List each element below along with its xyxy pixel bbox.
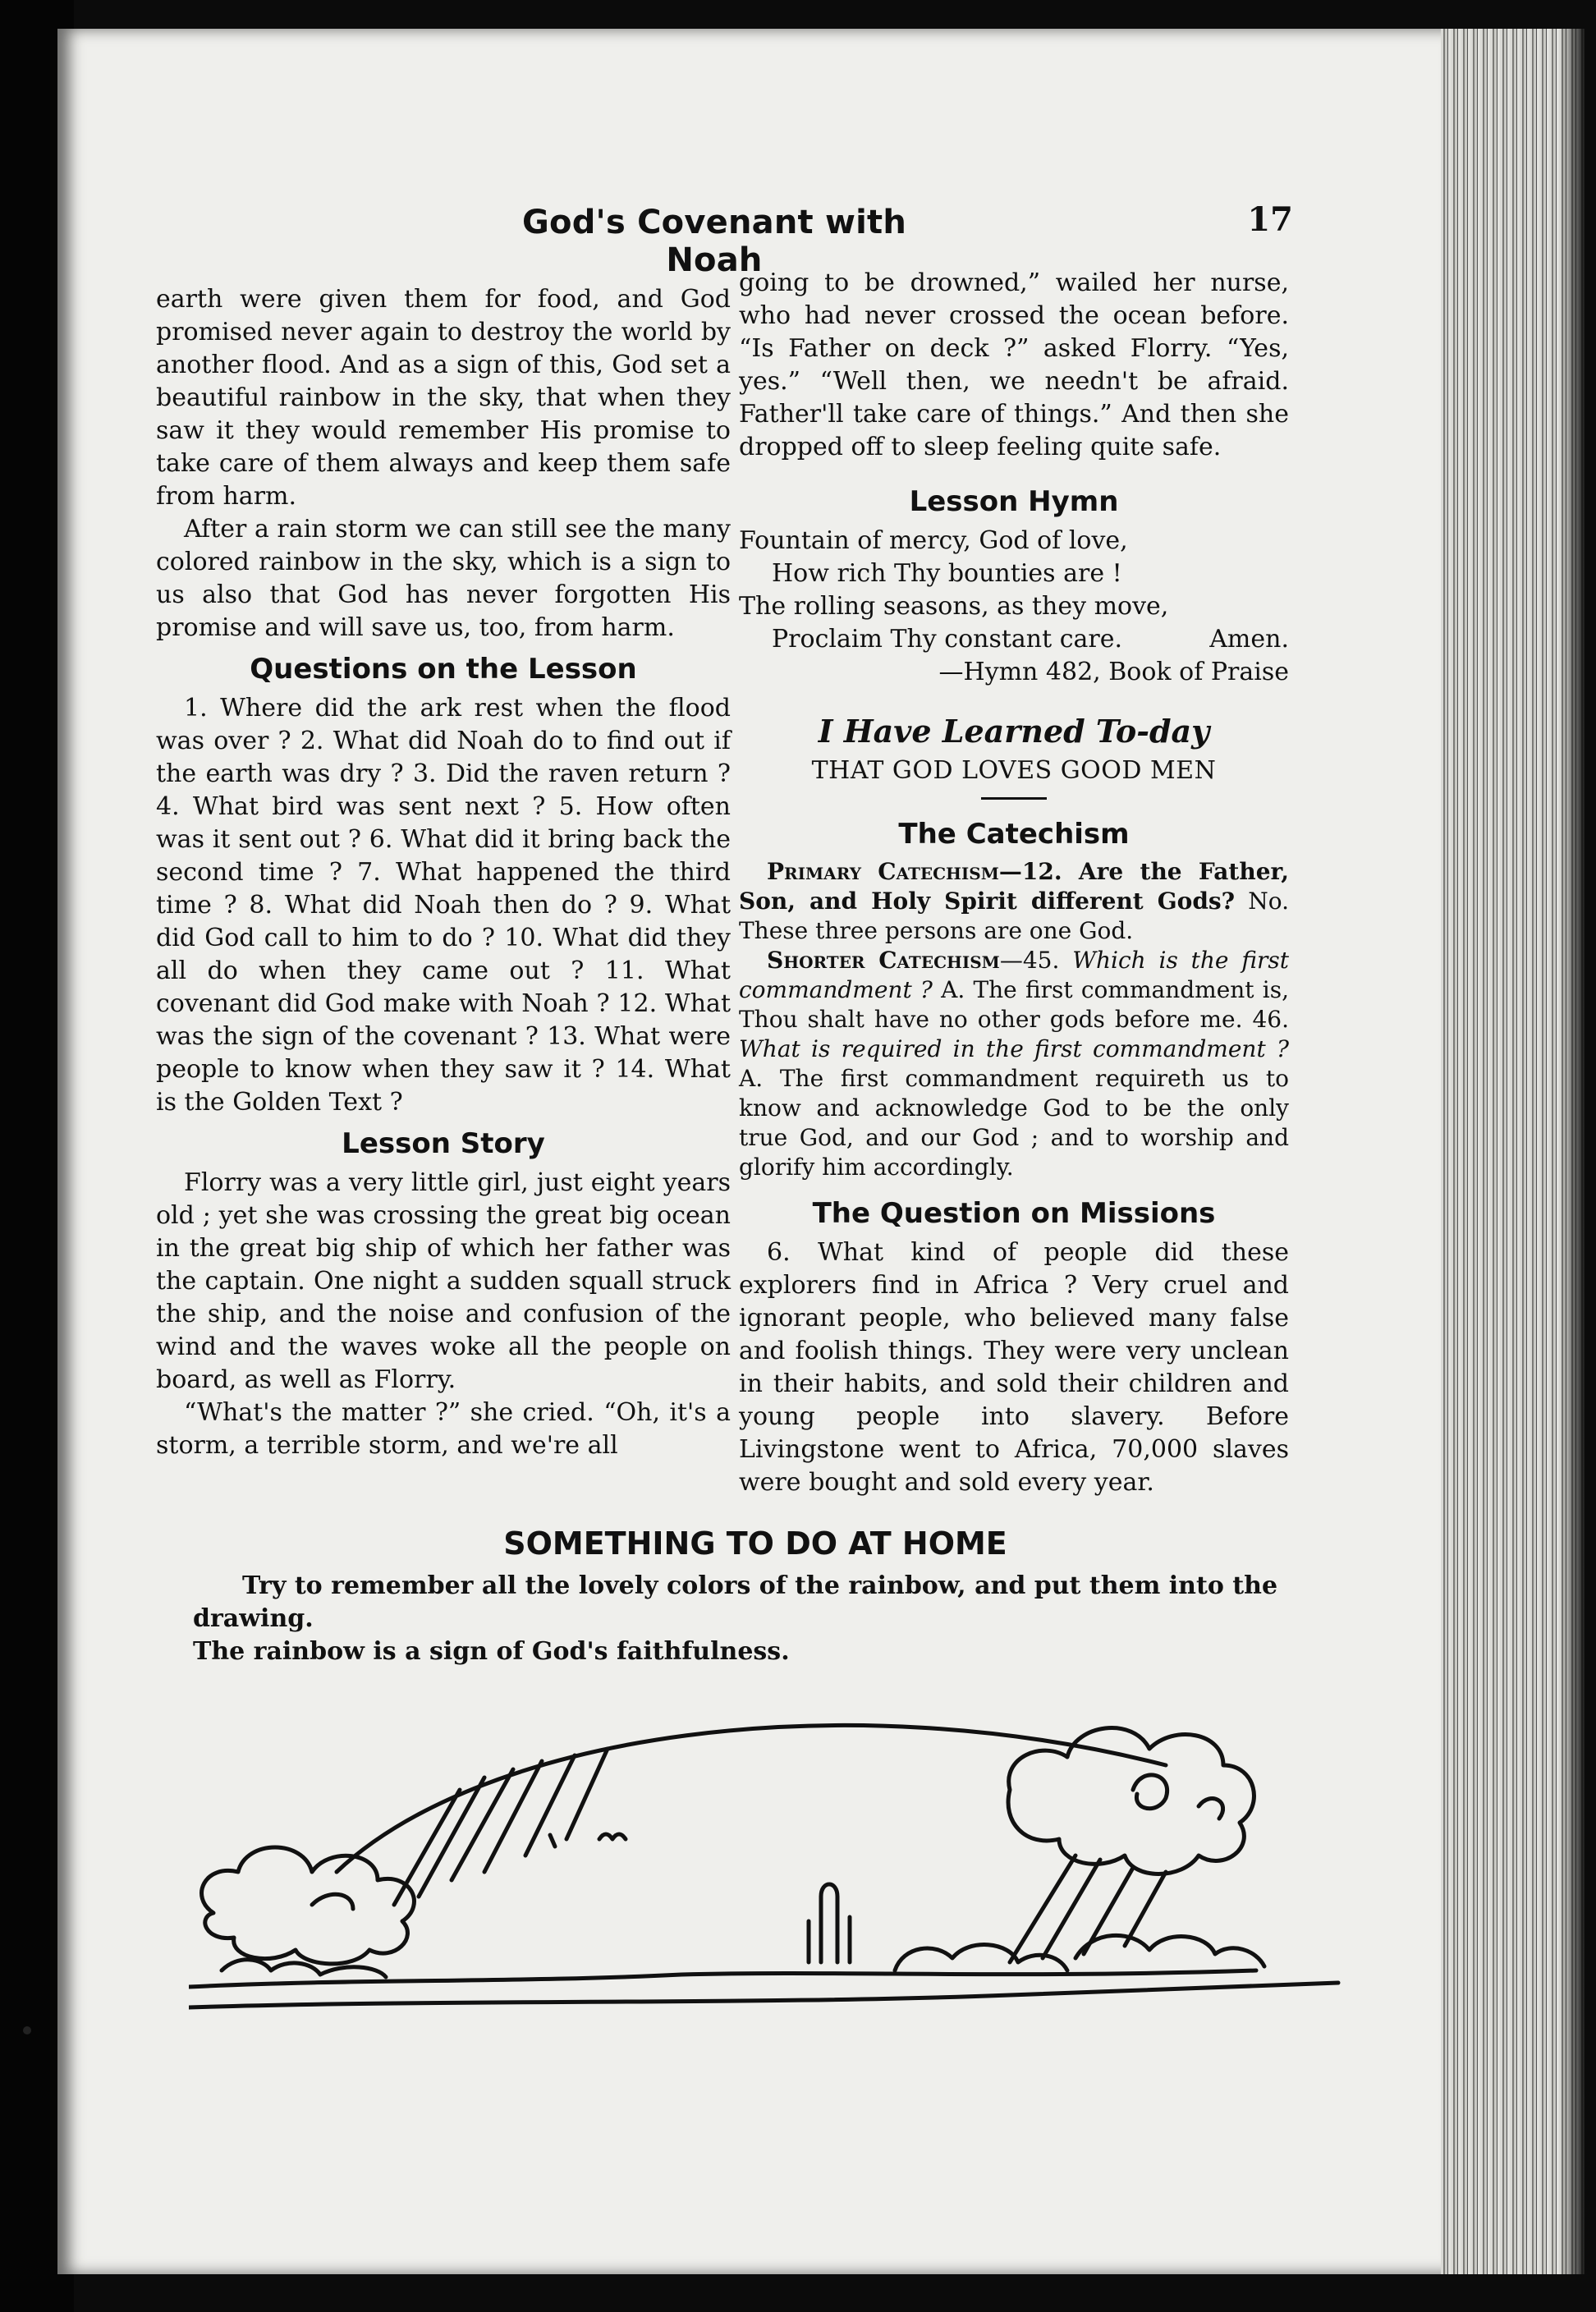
page-number: 17 (1247, 200, 1293, 239)
questions-text: 1. Where did the ark rest when the flood was over ? 2. What did Noah do to find out if the earth was dry ? 3. Did the raven return ? 4. What bird was sent next ? 5. How often was it sent out ? 6. What did it bring back the second time ? 7. What happened the third time ? 8. What did Noah then do ? 9. What did God call to him to do ? 10. What did they all do when they came out ? 11. What covenant did God make with Noah ? 12. What was the sign of the covenant ? 13. What were people to know when they saw it ? 14. What is the Golden Text ? (156, 694, 731, 1117)
hymn-heading: Lesson Hymn (909, 485, 1119, 518)
missions-heading: The Question on Missions (812, 1197, 1216, 1230)
ground-line-top (189, 1970, 1256, 1987)
cloud-right-swirl-2 (1199, 1799, 1223, 1819)
primary-catechism-question: —12. Are the Father, Son, and Holy Spirit different Gods? (739, 858, 1289, 915)
left-paragraph-1: earth were given them for food, and God promised never again to destroy the world by another flood. And as a sign of this, God set a beautiful rainbow in the sky, that when they saw it they would remember His promise to take care of them always and keep them safe from harm. (156, 285, 731, 511)
hymn-line-4: Proclaim Thy constant care. (772, 625, 1123, 654)
cloud-left (202, 1847, 415, 1964)
hymn-line-4-row (739, 623, 1289, 656)
hymn-line-3: The rolling seasons, as they move, (739, 592, 1169, 621)
section-divider (981, 797, 1047, 800)
story-paragraph-2: “What's the matter ?” she cried. “Oh, it's a storm, a terrible storm, and we're all (156, 1398, 731, 1460)
shorter-question-46: What is required in the first commandment ? (739, 1035, 1289, 1062)
plant (809, 1884, 850, 1962)
shorter-answer-45: A. The first commandment is, Thou shalt have no other gods before me. 46. (739, 976, 1289, 1033)
bushes-right (1075, 1935, 1264, 1966)
shorter-catechism (739, 946, 1289, 1182)
catechism-heading: The Catechism (898, 818, 1130, 851)
rainbow-drawing (189, 1634, 1355, 2020)
rain-streaks-left (394, 1749, 608, 1905)
story-paragraph-1: Florry was a very little girl, just eight years old ; yet she was crossing the great big ocean in the great big ship of which her father was the captain. One night a sudden squall struck the ship, and the noise and confusion of the wind and the waves woke all the people on board, as well as Florry. (156, 1168, 731, 1394)
story-continued: going to be drowned,” wailed her nurse, who had never crossed the ocean before. “Is Father on deck ?” asked Florry. “Yes, yes.” “Well then, we needn't be afraid. Father'll take care of things.” And then she dropped off to sleep feeling quite safe. (739, 268, 1289, 461)
shorter-catechism-label: Shorter Catechism (767, 947, 1000, 974)
home-line-1: Try to remember all the lovely colors of the rainbow, and put them into the drawing. (193, 1571, 1278, 1633)
bird-1 (599, 1834, 626, 1839)
left-paragraph-2: After a rain storm we can still see the many colored rainbow in the sky, which is a sign to us also that God has never forgotten His promise and will save us, too, from harm. (156, 515, 731, 642)
ground-line-bottom (189, 1983, 1338, 2007)
shorter-question-45: Which is the first commandment ? (739, 947, 1289, 1003)
shorter-answer-46: A. The first commandment requireth us to know and acknowledge God to be the only true God, and our God ; and to worship and glorify him accordingly. (739, 1065, 1289, 1181)
hymn-amen: Amen. (1209, 625, 1289, 654)
home-line-2: The rainbow is a sign of God's faithfulness. (193, 1637, 790, 1666)
story-heading: Lesson Story (342, 1127, 545, 1160)
learned-heading: I Have Learned To-day (818, 713, 1210, 750)
questions-heading: Questions on the Lesson (250, 653, 637, 686)
bird-2 (550, 1835, 555, 1846)
hymn-source: —Hymn 482, Book of Praise (938, 658, 1289, 686)
cloud-left-puff (312, 1894, 353, 1909)
right-column (739, 267, 1289, 1499)
primary-catechism (739, 857, 1289, 946)
missions-text: 6. What kind of people did these explorers find in Africa ? Very cruel and ignorant people, who believed many false and foolish things. They were very unclean in their habits, and sold their children and young people into slavery. Before Livingstone went to Africa, 70,000 slaves were bought and sold every year. (739, 1238, 1289, 1497)
home-heading: SOMETHING TO DO AT HOME (503, 1525, 1007, 1562)
hymn-line-2: How rich Thy bounties are ! (772, 559, 1122, 588)
page-edges (1441, 29, 1585, 2274)
learned-text: THAT GOD LOVES GOOD MEN (811, 756, 1217, 785)
hymn (739, 525, 1289, 689)
rainbow-arc (337, 1725, 1166, 1872)
primary-catechism-answer: No. These three persons are one God. (739, 888, 1289, 944)
bushes-left (222, 1960, 386, 1977)
cloud-right-swirl (1133, 1775, 1167, 1809)
left-column (156, 283, 731, 1462)
running-head: God's Covenant with Noah (521, 204, 907, 279)
shorter-catechism-number: —45. (999, 947, 1060, 974)
page-speck (23, 2026, 31, 2034)
primary-catechism-label: Primary Catechism (767, 858, 999, 885)
hymn-line-1: Fountain of mercy, God of love, (739, 526, 1128, 555)
